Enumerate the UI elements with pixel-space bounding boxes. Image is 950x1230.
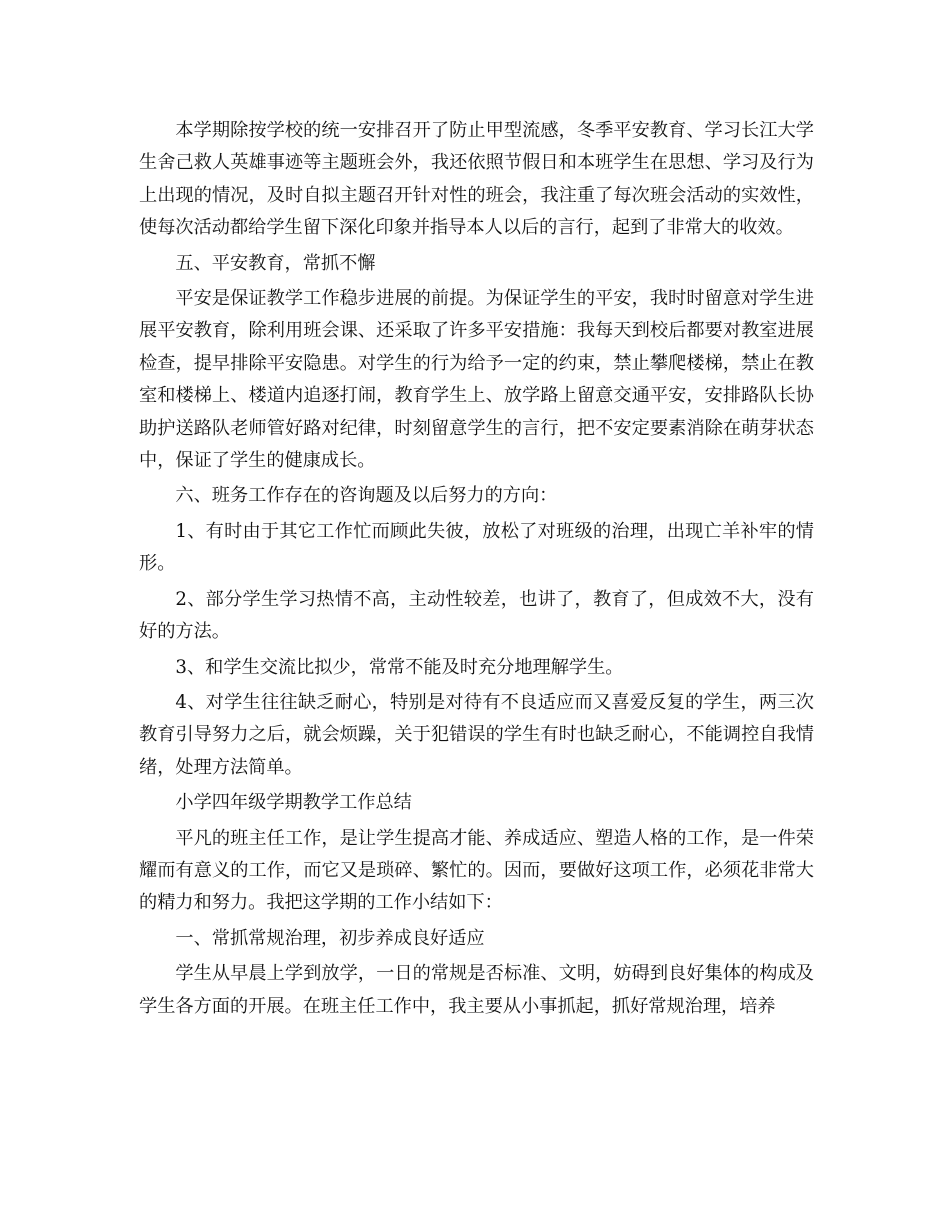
list-item-1: 1、有时由于其它工作忙而顾此失彼，放松了对班级的治理，出现亡羊补牢的情形。 <box>139 520 814 575</box>
list-item-3: 3、和学生交流比拟少，常常不能及时充分地理解学生。 <box>175 656 624 678</box>
paragraph-class-meetings: 本学期除按学校的统一安排召开了防止甲型流感，冬季平安教育、学习长江大学生舍己救人英雄事迹等主题班会外，我还依照节假日和本班学生在思想、学习及行为上出现的情况，及时自拟主题召开针对性的班会，我注重了每次班会活动的实效性，使每次活动都给学生留下深化印象并指导本人以后的言行，起到了非常大的收效。 <box>139 120 814 239</box>
document-body <box>139 115 814 1026</box>
paragraph-daily-routine: 学生从早晨上学到放学，一日的常规是否标准、文明，妨碍到良好集体的构成及学生各方面的开展。在班主任工作中，我主要从小事抓起，抓好常规治理，培养 <box>139 963 814 1017</box>
list-item-4: 4、对学生往往缺乏耐心，特别是对待有不良适应而又喜爱反复的学生，两三次教育引导努力之后，就会烦躁，关于犯错误的学生有时也缺乏耐心，不能调控自我情绪，处理方法简单。 <box>139 691 814 778</box>
paragraph-safety: 平安是保证教学工作稳步进展的前提。为保证学生的平安，我时时留意对学生进展平安教育，除利用班会课、还采取了许多平安措施：我每天到校后都要对教室进展检查，提早排除平安隐患。对学生的行为给予一定的约束，禁止攀爬楼梯，禁止在教室和楼梯上、楼道内追逐打闹，教育学生上、放学路上留意交通平安，安排路队长协助护送路队老师管好路对纪律，时刻留意学生的言行，把不安定要素消除在萌芽状态中，保证了学生的健康成长。 <box>139 288 814 472</box>
heading-problems-and-direction: 六、班务工作存在的咨询题及以后努力的方向： <box>175 485 558 507</box>
list-item-2: 2、部分学生学习热情不高，主动性较差，也讲了，教育了，但成效不大，没有好的方法。 <box>139 588 814 643</box>
heading-safety-education: 五、平安教育，常抓不懈 <box>175 252 376 274</box>
heading-routine-management: 一、常抓常规治理，初步养成良好适应 <box>175 927 485 949</box>
section-title: 小学四年级学期教学工作总结 <box>175 792 412 814</box>
paragraph-intro: 平凡的班主任工作，是让学生提高才能、养成适应、塑造人格的工作，是一件荣耀而有意义的工作，而它又是琐碎、繁忙的。因而，要做好这项工作，必须花非常大的精力和努力。我把这学期的工作小结如下： <box>139 827 814 914</box>
